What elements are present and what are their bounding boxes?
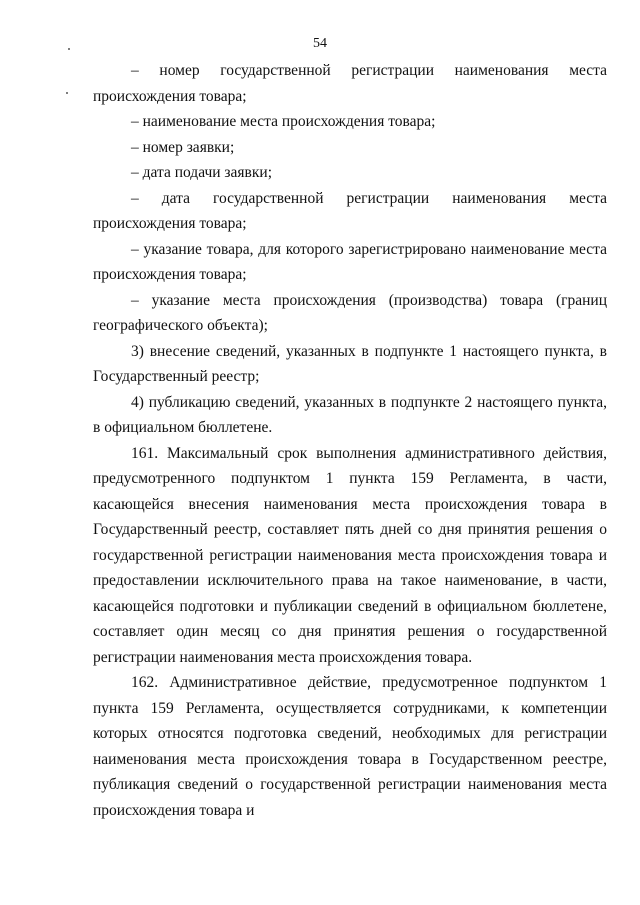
list-item: – наименование места происхождения товара;	[131, 113, 436, 130]
page-number: 54	[313, 36, 327, 51]
paragraph-162: 162. Административное действие, предусмотренное подпунктом 1 пункта 159 Регламента, осуществляется сотрудниками, к компетенции которых относятся подготовка сведений, необходимых для регистрации наименования места происхождения товара в Государственном реестре, публикация сведений о государственной регистрации наименования места происхождения товара и	[93, 674, 607, 819]
numbered-item: 3) внесение сведений, указанных в подпункте 1 настоящего пункта, в Государственный реестр;	[93, 342, 607, 385]
list-item: – номер государственной регистрации наименования места происхождения товара;	[93, 62, 607, 105]
numbered-item: 4) публикацию сведений, указанных в подпункте 2 настоящего пункта, в официальном бюллетене.	[93, 393, 607, 436]
list-item: – дата подачи заявки;	[131, 164, 272, 181]
list-item: – указание товара, для которого зарегистрировано наименование места происхождения товара;	[93, 240, 607, 283]
document-body	[93, 58, 607, 823]
list-item: – номер заявки;	[131, 138, 235, 156]
scan-dot-mark	[68, 48, 70, 50]
paragraph-161: 161. Максимальный срок выполнения административного действия, предусмотренного подпунктом 1 пункта 159 Регламента, в части, касающейся внесения наименования места происхождения товара в Государственный реестр, составляет пять дней со дня принятия решения о государственной регистрации наименования места происхождения товара и предоставлении исключительного права на такое наименование, в части, касающейся подготовки и публикации сведений в официальном бюллетене, составляет один месяц со дня принятия решения о государственной регистрации наименования места происхождения товара.	[93, 444, 607, 666]
list-item: – дата государственной регистрации наименования места происхождения товара;	[93, 189, 607, 232]
scan-dot-mark	[66, 92, 68, 94]
list-item: – указание места происхождения (производства) товара (границ географического объекта);	[93, 291, 607, 334]
